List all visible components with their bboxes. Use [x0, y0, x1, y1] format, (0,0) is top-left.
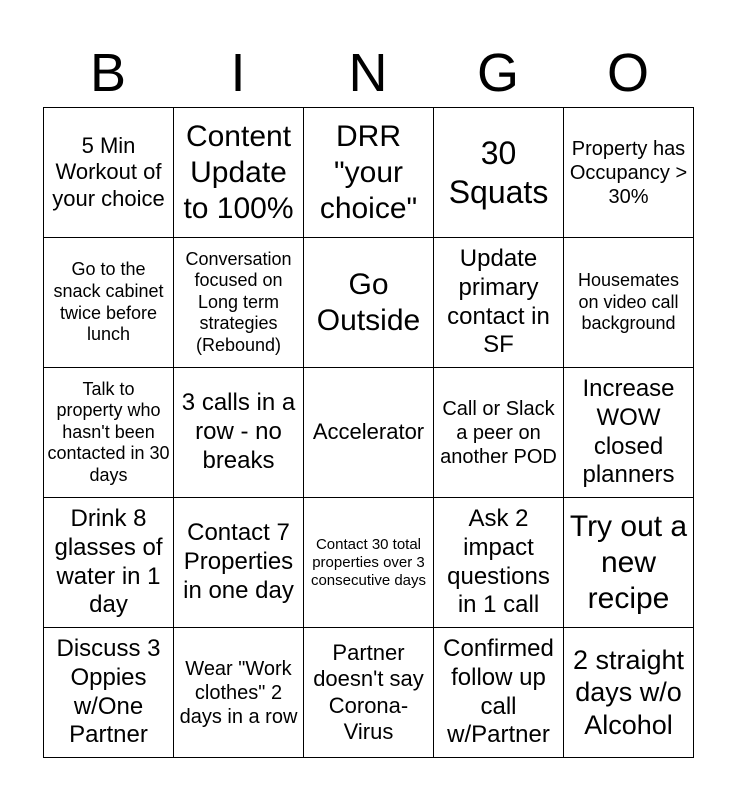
board-row — [44, 628, 694, 758]
bingo-cell[interactable]: Update primary contact in SF — [434, 238, 564, 368]
bingo-cell[interactable]: Increase WOW closed planners — [564, 368, 694, 498]
header-letter-b: B — [89, 43, 127, 103]
header-letter-i: I — [230, 43, 246, 103]
bingo-cell[interactable]: Partner doesn't say Corona-Virus — [304, 628, 434, 758]
header-letter-g: G — [476, 43, 519, 103]
bingo-cell[interactable]: 5 Min Workout of your choice — [44, 108, 174, 238]
bingo-cell[interactable]: Property has Occupancy > 30% — [564, 108, 694, 238]
bingo-cell[interactable]: Talk to property who hasn't been contacted in 30 days — [44, 368, 174, 498]
bingo-cell[interactable]: Call or Slack a peer on another POD — [434, 368, 564, 498]
bingo-cell[interactable]: 30 Squats — [434, 108, 564, 238]
bingo-cell[interactable]: Content Update to 100% — [174, 108, 304, 238]
bingo-cell[interactable]: Contact 7 Properties in one day — [174, 498, 304, 628]
bingo-cell[interactable]: Wear "Work clothes" 2 days in a row — [174, 628, 304, 758]
bingo-header — [43, 40, 693, 106]
bingo-cell[interactable]: 2 straight days w/o Alcohol — [564, 628, 694, 758]
board-row — [44, 368, 694, 498]
bingo-cell[interactable]: Conversation focused on Long term strategies (Rebound) — [174, 238, 304, 368]
bingo-cell[interactable]: Accelerator — [304, 368, 434, 498]
bingo-cell[interactable]: Ask 2 impact questions in 1 call — [434, 498, 564, 628]
header-letter-o: O — [606, 43, 649, 103]
bingo-cell[interactable]: Confirmed follow up call w/Partner — [434, 628, 564, 758]
header-letter-n: N — [348, 43, 388, 103]
board-row — [44, 108, 694, 238]
board-row — [44, 238, 694, 368]
bingo-cell[interactable]: Contact 30 total properties over 3 consecutive days — [304, 498, 434, 628]
bingo-cell[interactable]: Housemates on video call background — [564, 238, 694, 368]
bingo-cell[interactable]: Drink 8 glasses of water in 1 day — [44, 498, 174, 628]
bingo-cell[interactable]: Go to the snack cabinet twice before lunch — [44, 238, 174, 368]
bingo-cell[interactable]: DRR "your choice" — [304, 108, 434, 238]
bingo-cell[interactable]: Discuss 3 Oppies w/One Partner — [44, 628, 174, 758]
board-row — [44, 498, 694, 628]
bingo-cell[interactable]: 3 calls in a row - no breaks — [174, 368, 304, 498]
bingo-cell[interactable]: Go Outside — [304, 238, 434, 368]
bingo-cell[interactable]: Try out a new recipe — [564, 498, 694, 628]
bingo-board — [43, 107, 694, 758]
